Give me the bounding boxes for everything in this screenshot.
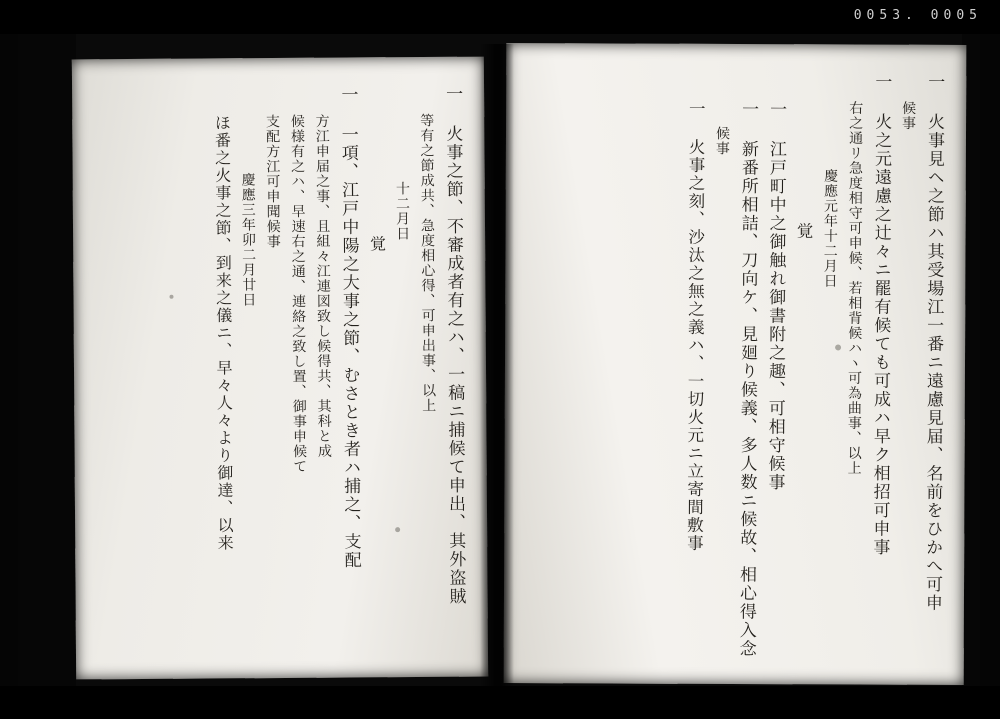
text-column: 方江申届之事、且組々江連図致し候得共、其科と成 bbox=[313, 113, 332, 459]
heading-column: 覚 bbox=[794, 222, 814, 241]
paper-speck bbox=[169, 295, 173, 299]
header-strip bbox=[0, 0, 1000, 34]
text-column: 候事 bbox=[713, 125, 731, 156]
text-column: 一 火之元遠慮之辻々ニ罷有候ても可成ハ早ク相招可申事 bbox=[869, 72, 892, 557]
date-column: 慶應元年十二月日 bbox=[821, 168, 839, 289]
text-column: 一 火事之刻、沙汰之無之義ハ、一切火元ニ立寄間敷事 bbox=[684, 99, 706, 553]
left-page-columns bbox=[90, 85, 470, 654]
left-page bbox=[72, 57, 488, 680]
book-spread bbox=[18, 34, 980, 686]
text-column: 候様有之ハ、早速右之通、連絡之致し置、御事申候て bbox=[288, 113, 308, 474]
text-column: 一 江戸町中之御触れ御書附之趣、可相守候事 bbox=[764, 100, 787, 492]
text-column: 等有之節成共、急度相心得、可申出事、以上 bbox=[418, 112, 437, 414]
text-column: 候事 bbox=[900, 100, 917, 131]
text-column: 一 火事見ヘ之節ハ其受場江一番ニ遠慮見届、名前をひかへ可申 bbox=[921, 72, 945, 613]
heading-column: 覚 bbox=[367, 235, 387, 253]
text-column: 一 火事之節、不審成者有之ハ、一稿ニ捕候て申出、其外盗賊 bbox=[442, 84, 466, 606]
right-page-columns bbox=[522, 71, 949, 659]
text-column: 一 新番所相詰、刀向ケ、見廻り候義、多人数ニ候故、相心得入念 bbox=[735, 100, 759, 659]
frame-number: 0053. 0005 bbox=[853, 8, 982, 23]
date-column: 十二月日 bbox=[393, 181, 411, 242]
right-page bbox=[504, 43, 967, 685]
text-column: ほ番之火事之節、到来之儀ニ、早々人々より御達、以来 bbox=[212, 114, 235, 552]
text-column: 右之通リ急度相守可申候、若相背候ハヽ可為曲事、以上 bbox=[845, 100, 864, 476]
paper-speck bbox=[835, 344, 841, 350]
left-edge-shadow bbox=[18, 34, 76, 686]
bottom-strip bbox=[0, 686, 1000, 719]
date-column: 慶應三年卯二月廿日 bbox=[239, 172, 257, 308]
paper-speck bbox=[395, 527, 400, 532]
text-column: 一 一項、江戸中陽之大事之節、むさとき者ハ捕之、支配 bbox=[337, 85, 361, 570]
text-column: 支配方江可申聞候事 bbox=[263, 113, 281, 250]
